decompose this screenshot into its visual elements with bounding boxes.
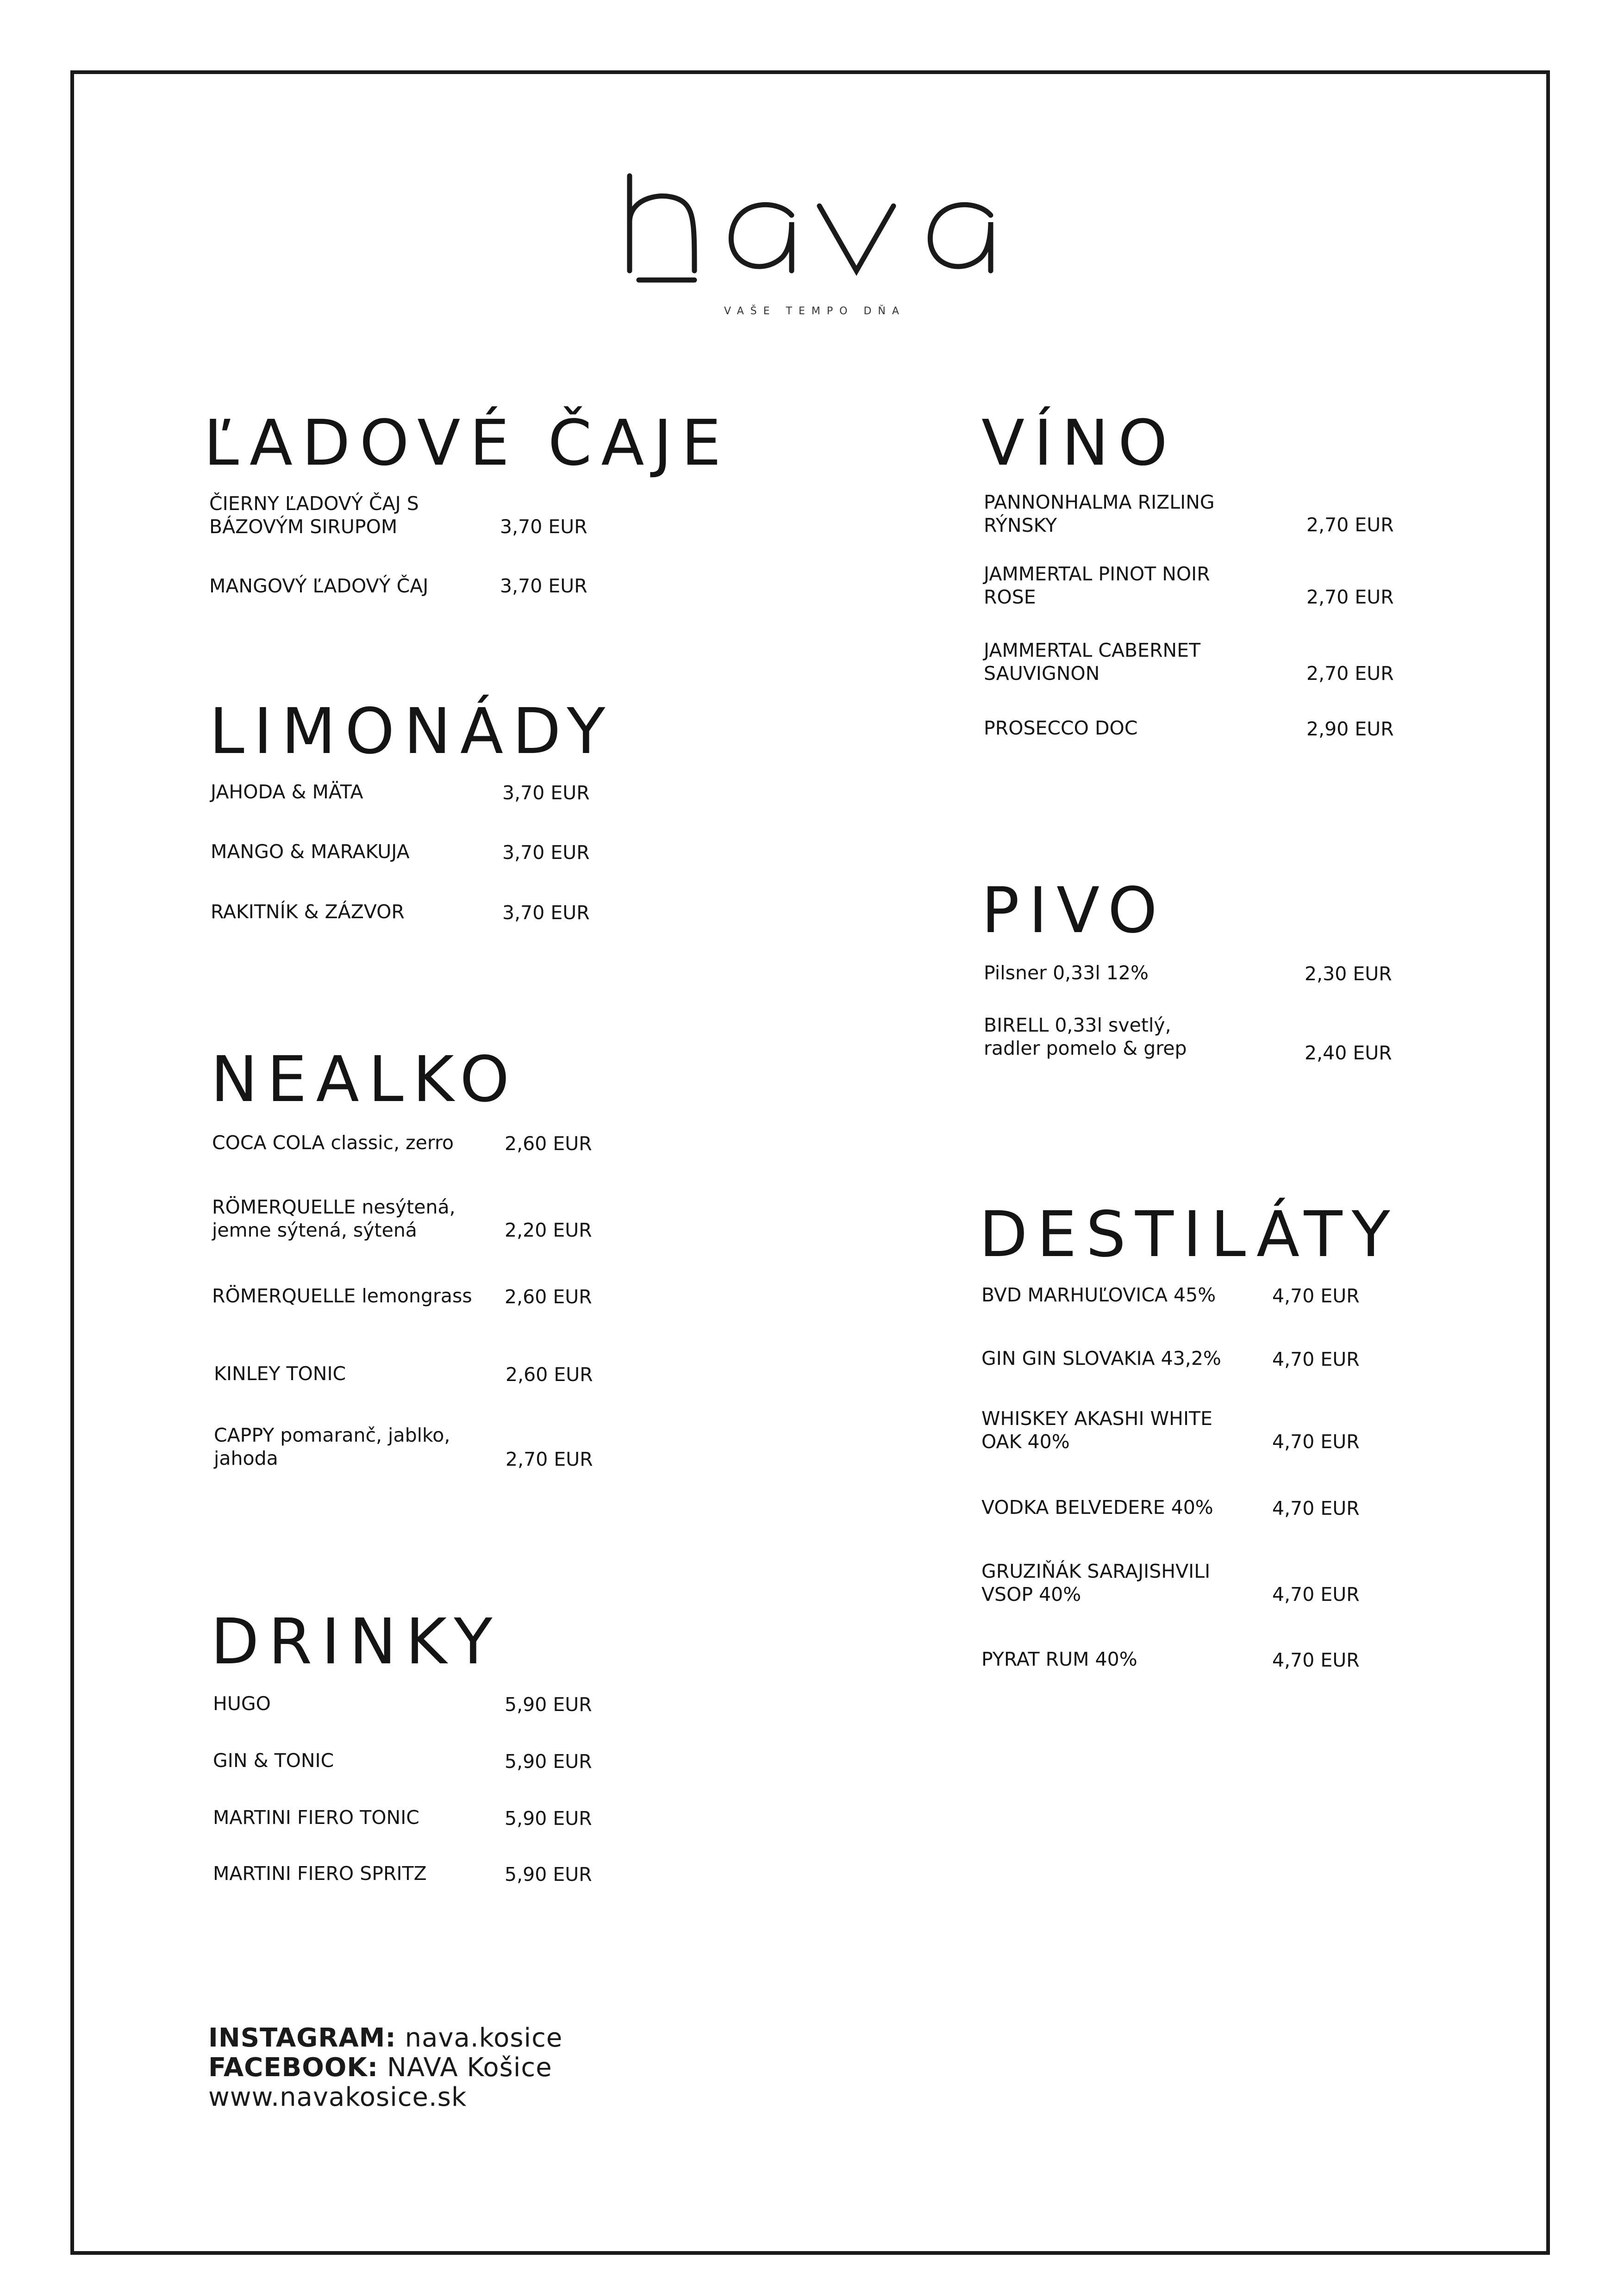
item-price: 5,90 EUR — [505, 1750, 592, 1773]
item-name: RÖMERQUELLE nesýtená, jemne sýtená, sýtená — [212, 1196, 456, 1241]
facebook-label: FACEBOOK: — [208, 2053, 379, 2083]
section-title-soft-drinks: NEALKO — [211, 1043, 519, 1116]
facebook-handle[interactable]: NAVA Košice — [387, 2053, 552, 2083]
item-name: MANGOVÝ ĽADOVÝ ČAJ — [209, 575, 429, 597]
item-price: 2,60 EUR — [505, 1286, 592, 1308]
tagline: VAŠE TEMPO DŇA — [724, 305, 906, 317]
footer-website[interactable]: www.navakosice.sk — [208, 2082, 467, 2112]
item-name: GIN GIN SLOVAKIA 43,2% — [981, 1347, 1221, 1369]
item-price: 2,90 EUR — [1306, 718, 1394, 740]
section-title-iced-tea: ĽADOVÉ ČAJE — [204, 407, 731, 480]
item-price: 3,70 EUR — [500, 516, 587, 538]
item-price: 5,90 EUR — [505, 1807, 592, 1829]
item-price: 5,90 EUR — [505, 1693, 592, 1716]
item-price: 4,70 EUR — [1272, 1649, 1360, 1671]
item-name: GRUZIŇÁK SARAJISHVILI VSOP 40% — [981, 1560, 1211, 1605]
section-title-beer: PIVO — [981, 874, 1167, 947]
item-name: RAKITNÍK & ZÁZVOR — [211, 901, 405, 923]
item-price: 2,40 EUR — [1305, 1042, 1392, 1064]
item-name: WHISKEY AKASHI WHITE OAK 40% — [981, 1407, 1213, 1453]
item-name: BVD MARHUĽOVICA 45% — [981, 1284, 1216, 1306]
item-name: PANNONHALMA RIZLING RÝNSKY — [984, 491, 1215, 536]
item-price: 3,70 EUR — [502, 841, 590, 864]
page-border — [70, 70, 1550, 2255]
item-price: 2,60 EUR — [505, 1132, 592, 1155]
item-name: MARTINI FIERO TONIC — [213, 1806, 419, 1829]
section-title-drinks: DRINKY — [211, 1605, 502, 1679]
footer-facebook — [208, 2053, 552, 2083]
section-title-spirits: DESTILÁTY — [979, 1198, 1399, 1271]
item-price: 2,70 EUR — [1306, 662, 1394, 684]
item-name: JAMMERTAL CABERNET SAUVIGNON — [984, 639, 1201, 684]
item-price: 2,70 EUR — [1306, 514, 1394, 536]
item-name: MANGO & MARAKUJA — [211, 840, 410, 863]
item-price: 2,70 EUR — [506, 1448, 593, 1470]
instagram-label: INSTAGRAM: — [208, 2023, 396, 2053]
item-name: RÖMERQUELLE lemongrass — [212, 1285, 472, 1307]
item-price: 2,20 EUR — [505, 1219, 592, 1241]
item-name: MARTINI FIERO SPRITZ — [213, 1862, 427, 1885]
item-name: BIRELL 0,33l svetlý, radler pomelo & grep — [984, 1014, 1187, 1059]
item-price: 2,30 EUR — [1305, 963, 1392, 985]
nava-logo — [620, 171, 1009, 287]
section-title-wine: VÍNO — [981, 407, 1177, 480]
item-name: JAMMERTAL PINOT NOIR ROSE — [984, 563, 1210, 608]
footer-instagram — [208, 2023, 562, 2053]
item-price: 4,70 EUR — [1272, 1348, 1360, 1370]
item-name: KINLEY TONIC — [214, 1363, 346, 1385]
item-name: PROSECCO DOC — [984, 717, 1138, 739]
item-name: GIN & TONIC — [213, 1749, 334, 1772]
item-price: 3,70 EUR — [502, 782, 590, 804]
item-name: JAHODA & MÄTA — [211, 781, 363, 803]
item-price: 4,70 EUR — [1272, 1583, 1360, 1605]
item-name: ČIERNY ĽADOVÝ ČAJ S BÁZOVÝM SIRUPOM — [209, 492, 419, 538]
item-name: COCA COLA classic, zerro — [212, 1132, 454, 1154]
item-name: PYRAT RUM 40% — [981, 1648, 1137, 1670]
item-price: 2,60 EUR — [506, 1363, 593, 1386]
section-title-lemonades: LIMONÁDY — [209, 695, 615, 768]
item-price: 4,70 EUR — [1272, 1497, 1360, 1519]
item-price: 5,90 EUR — [505, 1863, 592, 1885]
item-price: 2,70 EUR — [1306, 586, 1394, 608]
item-name: Pilsner 0,33l 12% — [984, 962, 1149, 984]
item-price: 4,70 EUR — [1272, 1431, 1360, 1453]
item-price: 3,70 EUR — [500, 575, 587, 597]
item-name: HUGO — [213, 1692, 271, 1715]
item-name: CAPPY pomaranč, jablko, jahoda — [214, 1424, 450, 1469]
item-name: VODKA BELVEDERE 40% — [981, 1496, 1213, 1518]
instagram-handle[interactable]: nava.kosice — [405, 2023, 563, 2053]
item-price: 3,70 EUR — [502, 902, 590, 924]
item-price: 4,70 EUR — [1272, 1285, 1360, 1307]
